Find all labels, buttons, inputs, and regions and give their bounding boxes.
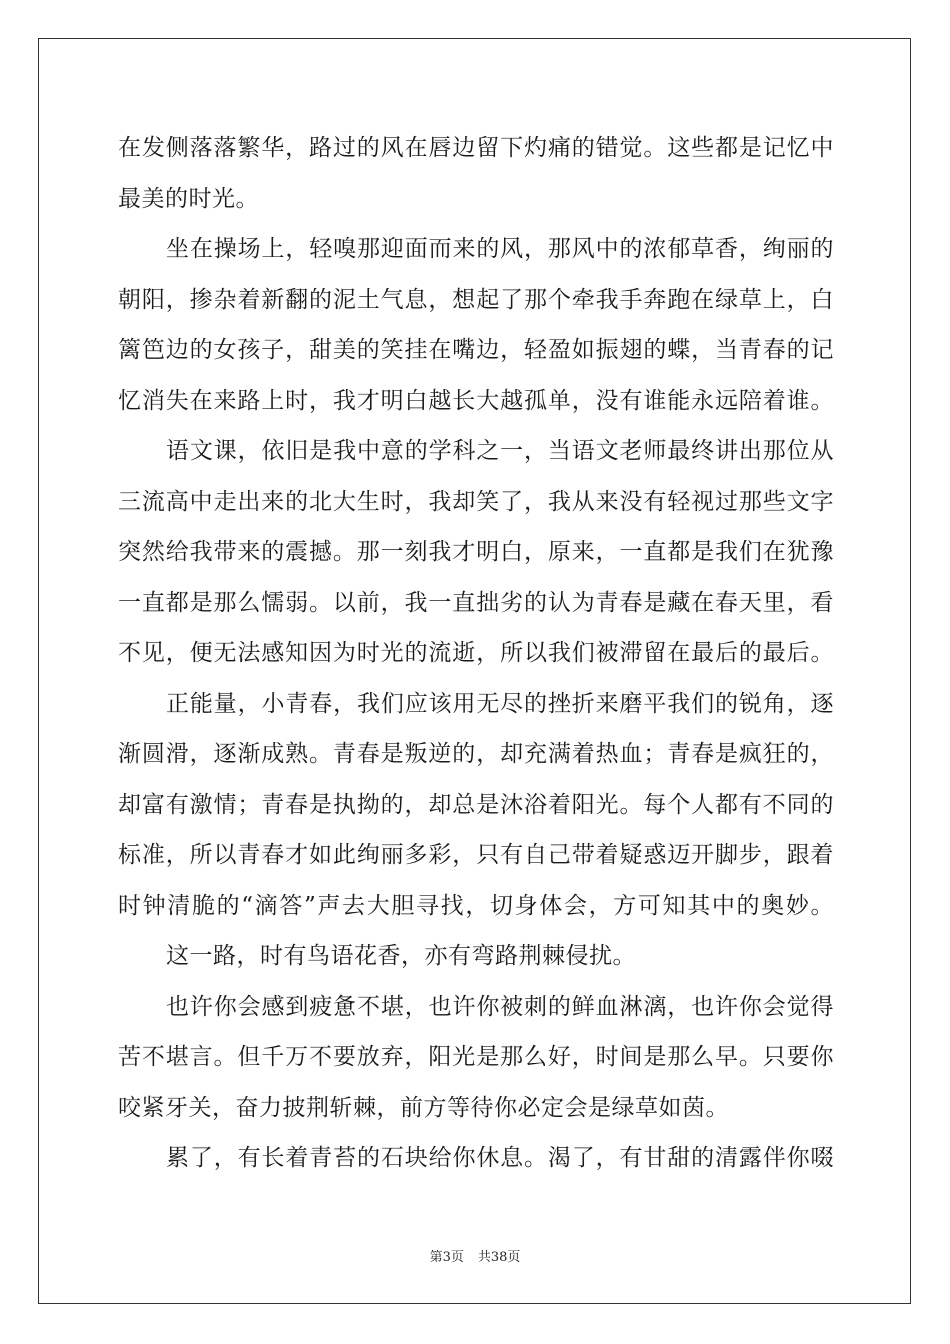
text-line: 不见，便无法感知因为时光的流逝，所以我们被滞留在最后的最后。 [118,640,834,666]
page-number: 第3页 [429,1250,464,1265]
text-line: 正能量，小青春，我们应该用无尽的挫折来磨平我们的锐角，逐 [166,690,834,717]
text-line: 三流高中走出来的北大生时，我却笑了，我从来没有轻视过那些文字 [118,488,834,515]
text-line: 标准，所以青春才如此绚丽多彩，只有自己带着疑惑迈开脚步，跟着 [118,842,834,868]
text-line: 忆消失在来路上时，我才明白越长大越孤单，没有谁能永远陪着谁。 [118,387,834,414]
text-line: 却富有激情；青春是执拗的，却总是沐浴着阳光。每个人都有不同的 [118,791,834,818]
text-line: 渐圆滑，逐渐成熟。青春是叛逆的，却充满着热血；青春是疯狂的， [118,741,834,767]
text-line: 累了，有长着青苔的石块给你休息。渴了，有甘甜的清露伴你啜 [166,1145,834,1171]
text-line: 语文课，依旧是我中意的学科之一，当语文老师最终讲出那位从 [166,438,834,464]
page-total: 共38页 [477,1250,521,1265]
document-body [118,123,834,1184]
text-line: 最美的时光。 [118,185,259,212]
text-line: 朝阳，掺杂着新翻的泥土气息，想起了那个牵我手奔跑在绿草上，白 [118,286,834,313]
text-line: 坐在操场上，轻嗅那迎面而来的风，那风中的浓郁草香，绚丽的 [166,236,834,262]
text-line: 咬紧牙关，奋力披荆斩棘，前方等待你必定会是绿草如茵。 [118,1094,729,1121]
text-line: 突然给我带来的震撼。那一刻我才明白，原来，一直都是我们在犹豫 [118,539,834,565]
page-footer [0,1246,950,1265]
text-line: 苦不堪言。但千万不要放弃，阳光是那么好，时间是那么早。只要你 [118,1044,834,1070]
text-line: 篱笆边的女孩子，甜美的笑挂在嘴边，轻盈如振翅的蝶，当青春的记 [118,337,834,363]
text-line: 一直都是那么懦弱。以前，我一直拙劣的认为青春是藏在春天里，看 [118,589,834,616]
text-line: 也许你会感到疲惫不堪，也许你被刺的鲜血淋漓，也许你会觉得 [166,993,834,1020]
text-line: 这一路，时有鸟语花香，亦有弯路荆棘侵扰。 [166,943,636,969]
text-line: 在发侧落落繁华，路过的风在唇边留下灼痛的错觉。这些都是记忆中 [118,135,834,161]
text-line: 时钟清脆的“滴答”声去大胆寻找，切身体会，方可知其中的奥妙。 [118,892,834,919]
